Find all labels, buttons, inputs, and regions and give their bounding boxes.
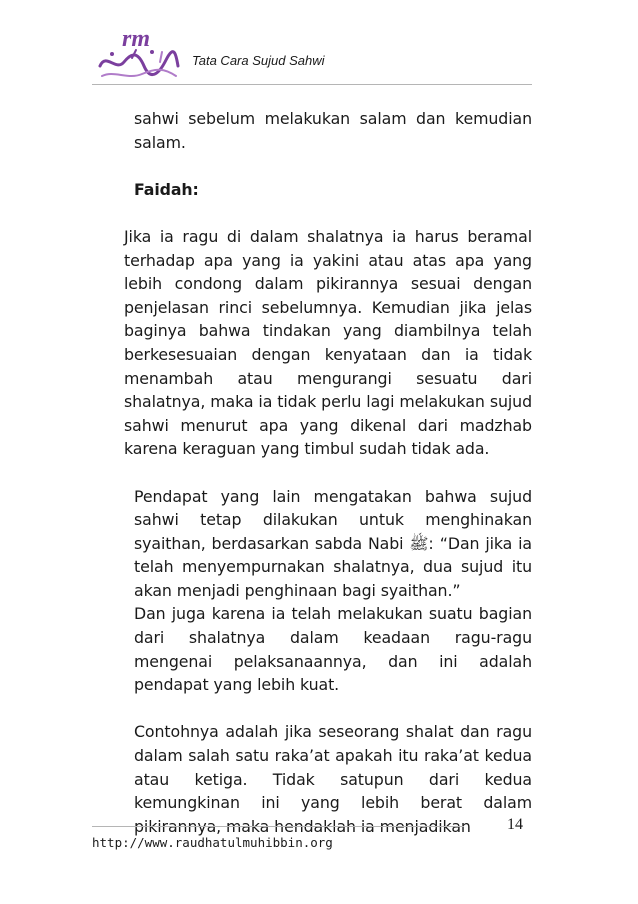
paragraph-faidah: Jika ia ragu di dalam shalatnya ia harus beramal terhadap apa yang ia yakini atau atas apa yang lebih condong dalam pikirannya sesuai dengan penjelasan rinci sebelumnya. Kemudian jika jelas baginya bahwa tindakan yang diambilnya telah berkesesuaian dengan kenyataan dan ia tidak menambah atau mengurangi sesuatu dari shalatnya, maka ia tidak perlu lagi melakukan sujud sahwi menurut apa yang dikenal dari madzhab karena keraguan yang timbul sudah tidak ada. (124, 226, 532, 459)
section-label-faidah: Faidah: (134, 179, 199, 199)
paragraph-second-opinion: Pendapat yang lain mengatakan bahwa sujud sahwi tetap dilakukan untuk menghinakan syaithan, berdasarkan sabda Nabi ﷺ: “Dan jika ia telah menyempurnakan shalatnya, dua sujud itu akan menjadi penghinaan bagi syaithan.” (134, 486, 532, 600)
svg-text:rm: rm (122, 26, 151, 52)
footer-url-link[interactable]: http://www.raudhatulmuhibbin.org (92, 835, 333, 850)
paragraph-example: Contohnya adalah jika seseorang shalat dan ragu dalam salah satu raka’at apakah itu raka’at kedua atau ketiga. Tidak satupun dari kedua kemungkinan ini yang lebih berat dalam pikirannya, maka hendaklah ia menjadikan (134, 722, 532, 836)
page-number: 14 (507, 816, 523, 833)
page-header (92, 22, 532, 86)
page-body (124, 107, 532, 838)
paragraph-stronger-opinion: Dan juga karena ia telah melakukan suatu bagian dari shalatnya dalam keadaan ragu-ragu mengenai pelaksanaannya, dan ini adalah pendapat yang lebih kuat. (134, 604, 532, 695)
raudhatul-muhibbin-logo-icon (92, 22, 182, 86)
running-header-title: Tata Cara Sujud Sahwi (192, 53, 325, 68)
paragraph-continuation: sahwi sebelum melakukan salam dan kemudian salam. (134, 109, 532, 152)
footer-divider (92, 826, 464, 827)
header-divider (92, 84, 532, 85)
